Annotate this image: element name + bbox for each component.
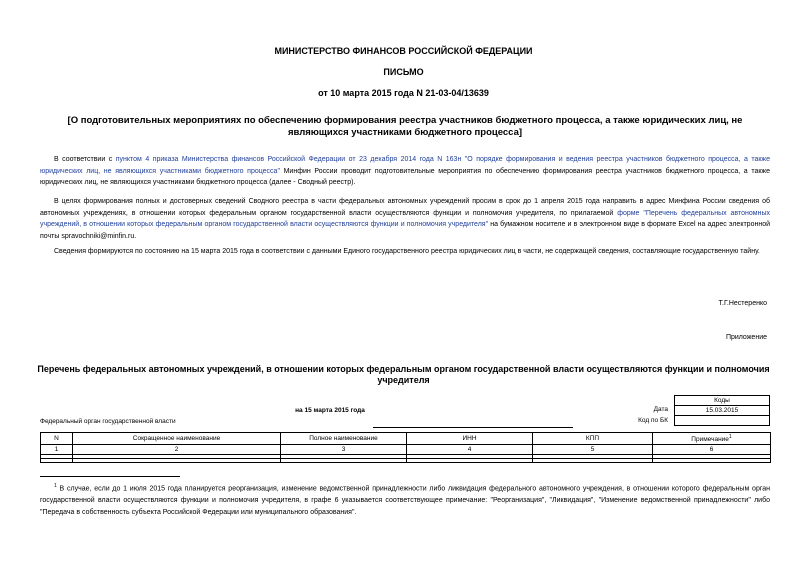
list-title: Перечень федеральных автономных учреждений, в отношении которых федеральным органом государственной власти осуществляются функции и полномочия учредителя [37, 364, 770, 385]
signature: Т.Г.Нестеренко [718, 300, 767, 307]
bk-code [674, 416, 770, 426]
footnote [40, 480, 770, 519]
date-label: Дата [653, 406, 668, 413]
footnote-marker: 1 [54, 483, 57, 489]
codes-box [674, 395, 770, 426]
p2-text-end: на бумажном носителе и в электронном виде в формате Excel на адрес электронной почты spravochniki@minfin.ru. [40, 221, 770, 240]
table-cell: 1 [41, 445, 73, 455]
footnote-text: В случае, если до 1 июля 2015 года планируется реорганизация, изменение ведомственной принадлежности либо ликвидация федерального автономного учреждения, в отношении которого федеральным орган государственной власти осуществляются функции и полномочия учредителя, в графе 6 указывается соответствующее примечание: "Реорганизация", "Ликвидация", "Изменение ведомственной принадлежности" либо "Передача в собственность субъекта Российской Федерации или муниципального образования". [40, 485, 770, 517]
order-title-link[interactable]: "О порядке формирования и ведения реестра участников бюджетного процесса, а также юридических лиц, не являющихся участниками бюджетного процесса" [40, 156, 770, 175]
col-full-name: Полное наименование [281, 433, 407, 445]
table-row [41, 459, 771, 463]
institutions-table [40, 432, 771, 463]
appendix-label: Приложение [725, 334, 767, 341]
document-subject: [О подготовительных мероприятиях по обеспечению формирования реестра участников бюджетного процесса, а также юридических лиц, не являющихся участниками бюджетного процесса] [67, 115, 743, 138]
codes-header: Коды [674, 395, 770, 406]
table-header-row [41, 433, 771, 445]
col-note: Примечание$^1$ [653, 433, 771, 445]
col-kpp: КПП [533, 433, 653, 445]
date-code: 15.03.2015 [674, 406, 770, 416]
footnote-separator [40, 476, 180, 477]
p3-text: Сведения формируются по состоянию на 15 марта 2015 года в соответствии с данными Единого государственного реестра юридических лиц в части, не содержащей сведения, составляющие государственную тайну. [54, 248, 760, 255]
col-inn: ИНН [407, 433, 533, 445]
table-cell: 4 [407, 445, 533, 455]
paragraph-1 [40, 154, 770, 189]
document-date-number: от 10 марта 2015 года N 21-03-04/13639 [318, 88, 489, 98]
table-cell: 2 [73, 445, 281, 455]
org-label: Федеральный орган государственной власти [40, 418, 176, 425]
order-link[interactable]: пунктом 4 приказа Министерства финансов Российской Федерации от 23 декабря 2014 года N 163н [115, 156, 462, 163]
org-underline [373, 427, 573, 428]
table-cell: 3 [281, 445, 407, 455]
table-cell: 6 [653, 445, 771, 455]
ministry-heading: МИНИСТЕРСТВО ФИНАНСОВ РОССИЙСКОЙ ФЕДЕРАЦИИ [274, 46, 533, 56]
bk-label: Код по БК [638, 417, 668, 424]
table-number-row [41, 445, 771, 455]
table-cell: 5 [533, 445, 653, 455]
paragraph-2 [40, 196, 770, 242]
col-short-name: Сокращенное наименование [73, 433, 281, 445]
document-type: ПИСЬМО [383, 67, 424, 77]
p1-text-start: В соответствии с [54, 156, 116, 163]
paragraph-3 [40, 246, 770, 258]
p2-text-start: В целях формирования полных и достоверных сведений Сводного реестра в части федеральных автономных учреждений просим в срок до 1 апреля 2015 года направить в адрес Минфина России сведения об автономных учреждениях, в отношении которых федеральным органом государственной власти осуществляются функции и полномочия учредителя, по прилагаемой [40, 198, 770, 217]
form-link[interactable]: форме "Перечень федеральных автономных учреждений, в отношении которых федеральным органом государственной власти осуществляются функции и полномочия учредителя" [40, 209, 770, 228]
as-of-date: на 15 марта 2015 года [295, 407, 365, 414]
p1-text-end: Минфин России проводит подготовительные мероприятия по обеспечению формирования реестра участников бюджетного процесса, а также юридических лиц, не являющихся участниками бюджетного процесса (далее - Сводный реестр). [40, 167, 771, 186]
col-n: N [41, 433, 73, 445]
